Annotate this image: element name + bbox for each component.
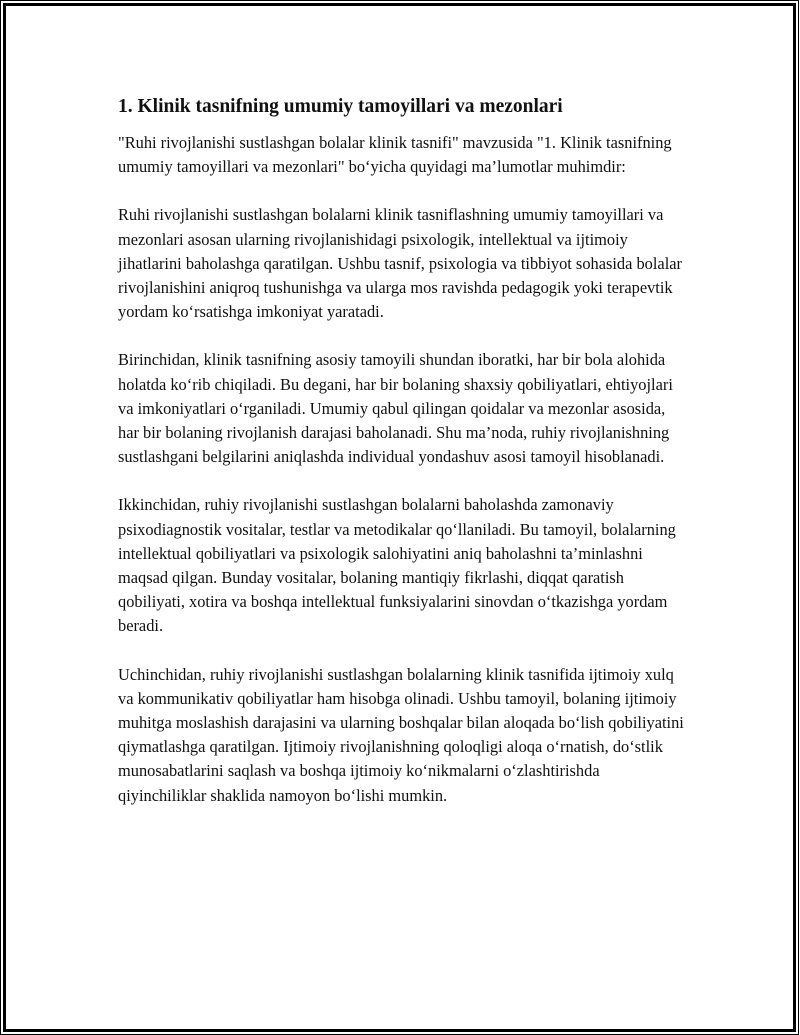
paragraph-intro: "Ruhi rivojlanishi sustlashgan bolalar klinik tasnifi" mavzusida "1. Klinik tasnifning umumiy tamoyillari va mezonlari" bo‘yicha quyidagi ma’lumotlar muhimdir: (118, 133, 672, 177)
paragraph-first-principle: Birinchidan, klinik tasnifning asosiy tamoyili shundan iboratki, har bir bola alohida holatda ko‘rib chiqiladi. Bu degani, har bir bolaning shaxsiy qobiliyatlari, ehtiyojlari va imkoniyatlari o‘rganiladi. Umumiy qabul qilingan qoidalar va mezonlar asosida, har bir bolaning rivojlanish darajasi baholanadi. Shu ma’noda, ruhiy rivojlanishning sustlashgani belgilarini aniqlashda individual yondashuv asosi tamoyil hisoblanadi. (118, 350, 673, 467)
paragraph-second-principle: Ikkinchidan, ruhiy rivojlanishi sustlashgan bolalarni baholashda zamonaviy psixodiagnostik vositalar, testlar va metodikalar qo‘llaniladi. Bu tamoyil, bolalarning intellektual qobiliyatlari va psixologik salohiyatini aniq baholashni ta’minlashni maqsad qilgan. Bunday vositalar, bolaning mantiqiy fikrlashi, diqqat qaratish qobiliyati, xotira va boshqa intellektual funksiyalarini sinovdan o‘tkazishga yordam beradi. (118, 495, 676, 636)
section-heading: 1. Klinik tasnifning umumiy tamoyillari va mezonlari (118, 96, 563, 117)
paragraph-overview: Ruhi rivojlanishi sustlashgan bolalarni klinik tasniflashning umumiy tamoyillari va mezonlari asosan ularning rivojlanishidagi psixologik, intellektual va ijtimoiy jihatlarini baholashga qaratilgan. Ushbu tasnif, psixologia va tibbiyot sohasida bolalar rivojlanishini aniqroq tushunishga va ularga mos ravishda pedagogik yoki terapevtik yordam ko‘rsatishga imkoniyat yaratadi. (118, 205, 682, 322)
paragraph-third-principle: Uchinchidan, ruhiy rivojlanishi sustlashgan bolalarning klinik tasnifida ijtimoiy xulq va kommunikativ qobiliyatlar ham hisobga olinadi. Ushbu tamoyil, bolaning ijtimoiy muhitga moslashish darajasini va ularning boshqalar bilan aloqada bo‘lish qobiliyatini qiymatlashga qaratilgan. Ijtimoiy rivojlanishning qoloqligi aloqa o‘rnatish, do‘stlik munosabatlarini saqlash va boshqa ijtimoiy ko‘nikmalarni o‘zlashtirishda qiyinchiliklar shaklida namoyon bo‘lishi mumkin. (118, 664, 684, 805)
document-body (118, 94, 688, 832)
